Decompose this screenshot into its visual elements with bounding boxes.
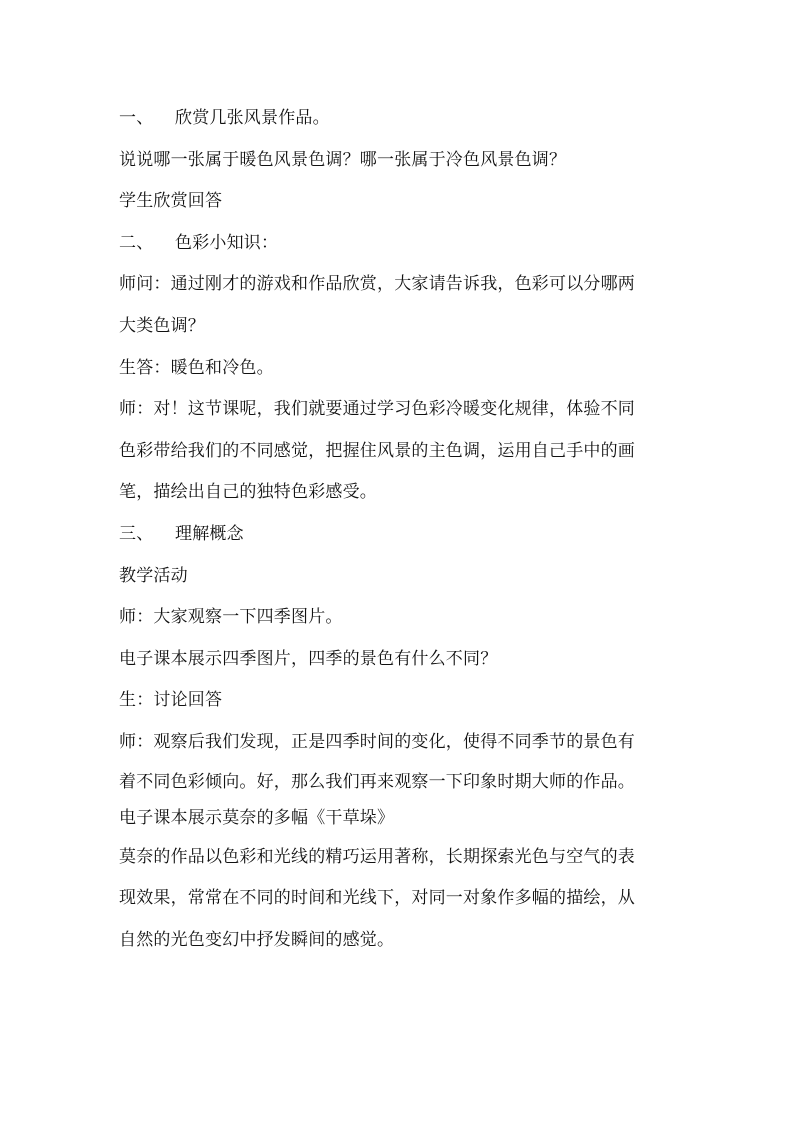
paragraph-line: 自然的光色变幻中抒发瞬间的感觉。 [119,929,395,950]
paragraph-line: 说说哪一张属于暖色风景色调？哪一张属于冷色风景色调？ [119,149,567,170]
paragraph-line: 笔，描绘出自己的独特色彩感受。 [119,482,377,503]
section-heading-1 [119,98,679,140]
paragraph-line: 生：讨论回答 [119,690,223,711]
paragraph-line: 电子课本展示四季图片，四季的景色有什么不同？ [119,648,498,669]
section-number: 一、 [119,108,154,128]
paragraph-line: 教学活动 [119,565,188,586]
paragraph-line: 色彩带给我们的不同感觉，把握住风景的主色调，运用自己手中的画 [119,440,635,461]
document-body [119,98,679,961]
paragraph-line: 电子课本展示莫奈的多幅《干草垛》 [119,808,395,828]
paragraph-line: 师：大家观察一下四季图片。 [119,607,343,628]
paragraph-line: 学生欣赏回答 [119,191,223,212]
section-title: 色彩小知识： [175,232,279,253]
paragraph-line: 现效果，常常在不同的时间和光线下，对同一对象作多幅的描绘，从 [119,888,635,909]
paragraph-line: 着不同色彩倾向。好，那么我们再来观察一下印象时期大师的作品。 [119,771,635,792]
section-title: 欣赏几张风景作品。 [175,108,330,128]
section-number: 二、 [119,232,154,253]
section-title: 理解概念 [175,523,244,544]
paragraph-line: 师：对！这节课呢，我们就要通过学习色彩冷暖变化规律，体验不同 [119,399,635,420]
paragraph-line: 师问：通过刚才的游戏和作品欣赏，大家请告诉我，色彩可以分哪两 [119,274,635,295]
section-heading-2 [119,223,679,265]
paragraph-line: 师：观察后我们发现，正是四季时间的变化，使得不同季节的景色有 [119,731,635,752]
section-heading-3 [119,514,679,556]
paragraph-line: 生答：暖色和冷色。 [119,357,274,378]
section-number: 三、 [119,523,154,544]
paragraph-line: 大类色调？ [119,315,205,336]
paragraph-line: 莫奈的作品以色彩和光线的精巧运用著称，长期探索光色与空气的表 [119,846,635,867]
